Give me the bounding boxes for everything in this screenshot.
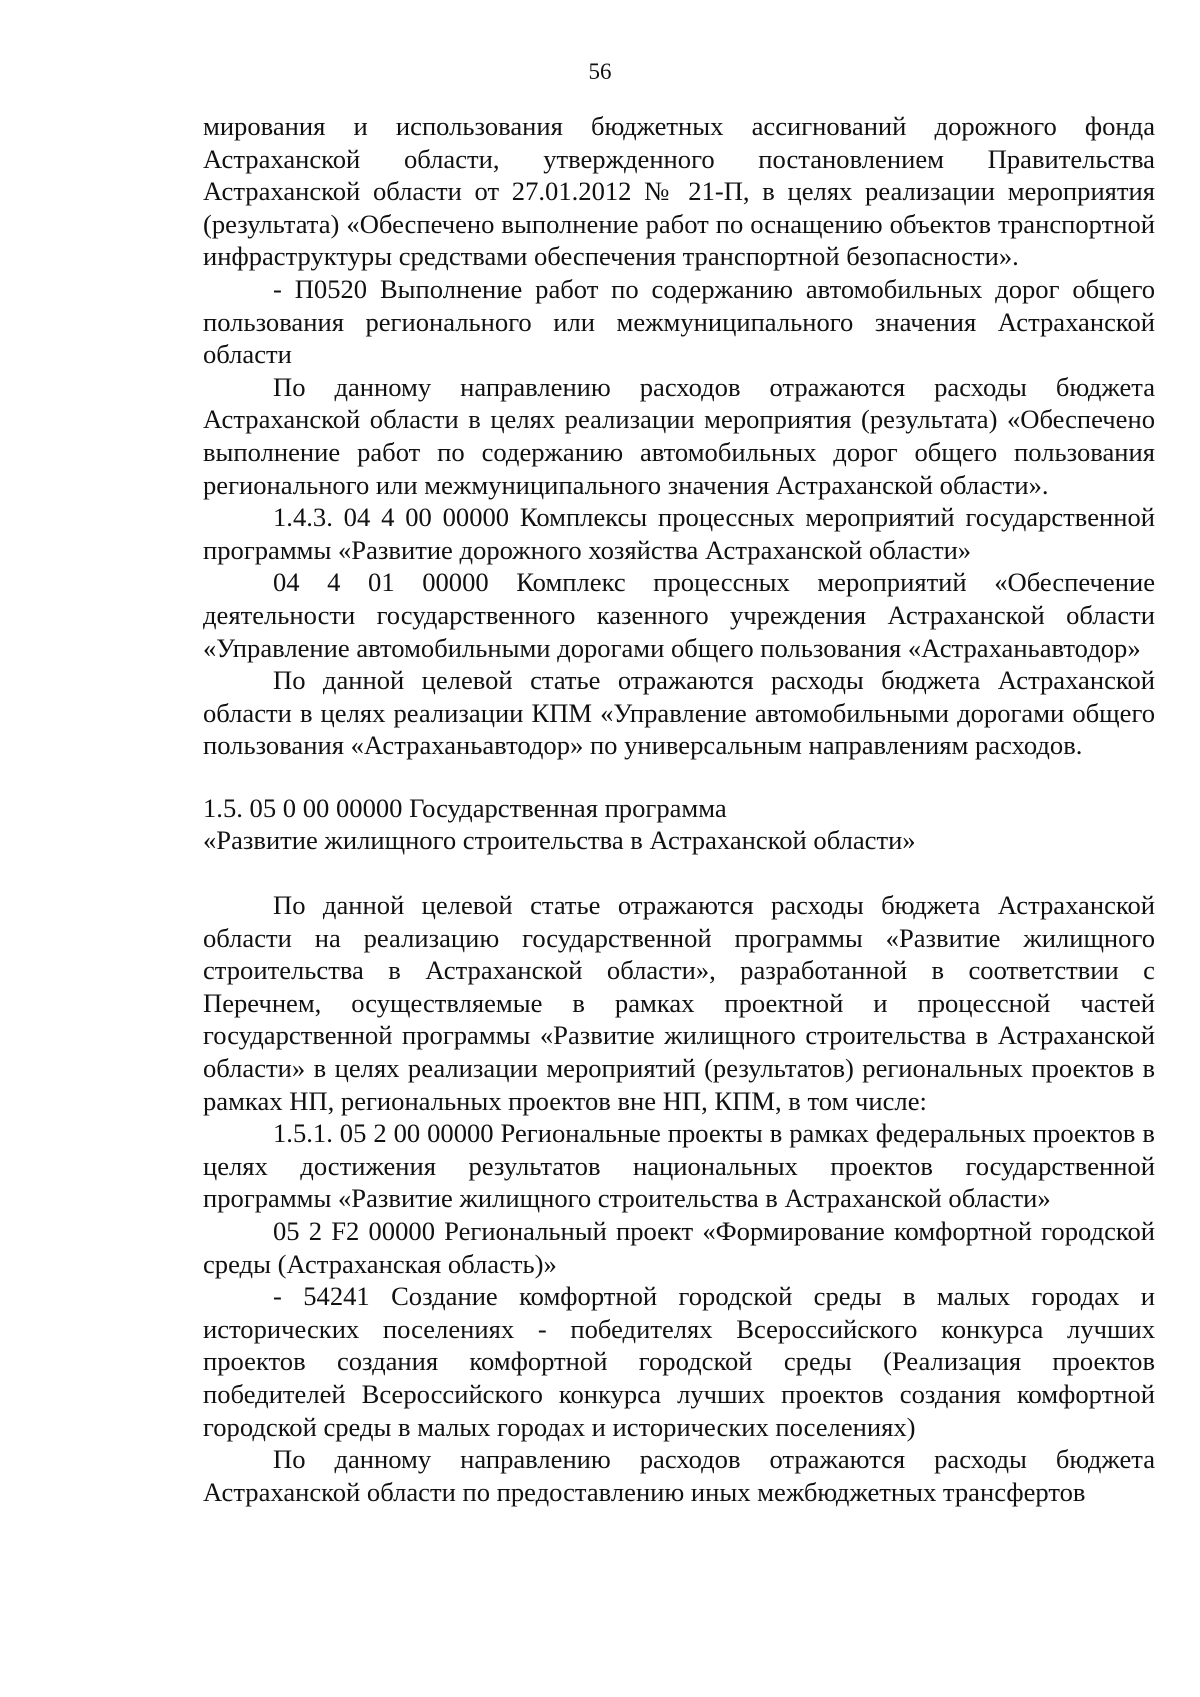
paragraph-direction-p0520: - П0520 Выполнение работ по содержанию автомобильных дорог общего пользования регионального или межмуниципального значения Астраханской области <box>203 273 1155 370</box>
paragraph-direction-54241-description: По данному направлению расходов отражаются расходы бюджета Астраханской области по предоставлению иных межбюджетных трансфертов <box>203 1444 1155 1507</box>
paragraph-continued: мирования и использования бюджетных ассигнований дорожного фонда Астраханской области, утвержденного постановлением Правительства Астраханской области от 27.01.2012 № 21-П, в целях реализации мероприятия (результата) «Обеспечено выполнение работ по оснащению объектов транспортной инфраструктуры средствами обеспечения транспортной безопасности». <box>203 111 1155 272</box>
section-heading-1-5 <box>203 792 1155 857</box>
document-body <box>203 110 1155 1508</box>
paragraph-direction-54241: - 54241 Создание комфортной городской среды в малых городах и исторических поселениях - победителях Всероссийского конкурса лучших проектов создания комфортной городской среды (Реализация проектов победителей Всероссийского конкурса лучших проектов создания комфортной городской среды в малых городах и исторических поселениях) <box>203 1281 1155 1442</box>
paragraph-kpm-04-4-01-description: По данной целевой статье отражаются расходы бюджета Астраханской области в целях реализации КПМ «Управление автомобильными дорогами общего пользования «Астраханьавтодор» по универсальным направлениям расходов. <box>203 665 1155 761</box>
paragraph-direction-p0520-description: По данному направлению расходов отражаются расходы бюджета Астраханской области в целях реализации мероприятия (результата) «Обеспечено выполнение работ по содержанию автомобильных дорог общего пользования регионального или межмуниципального значения Астраханской области». <box>203 371 1155 500</box>
page-number: 56 <box>588 59 612 84</box>
section-heading-line-2: «Развитие жилищного строительства в Астраханской области» <box>203 825 916 856</box>
paragraph-section-1-5-1: 1.5.1. 05 2 00 00000 Региональные проекты в рамках федеральных проектов в целях достижения результатов национальных проектов государственной программы «Развитие жилищного строительства в Астраханской области» <box>203 1118 1155 1214</box>
paragraph-kpm-04-4-01: 04 4 01 00000 Комплекс процессных мероприятий «Обеспечение деятельности государственного казенного учреждения Астраханской области «Управление автомобильными дорогами общего пользования «Астраханьавтодор» <box>203 567 1155 663</box>
section-heading-line-1: 1.5. 05 0 00 00000 Государственная программа <box>203 792 727 823</box>
paragraph-program-05-description: По данной целевой статье отражаются расходы бюджета Астраханской области на реализацию государственной программы «Развитие жилищного строительства в Астраханской области», разработанной в соответствии с Перечнем, осуществляемые в рамках проектной и процессной частей государственной программы «Развитие жилищного строительства в Астраханской области» в целях реализации мероприятий (результатов) региональных проектов в рамках НП, региональных проектов вне НП, КПМ, в том числе: <box>203 890 1155 1116</box>
paragraph-project-05-2-f2: 05 2 F2 00000 Региональный проект «Формирование комфортной городской среды (Астраханская область)» <box>203 1216 1155 1279</box>
paragraph-section-1-4-3: 1.4.3. 04 4 00 00000 Комплексы процессных мероприятий государственной программы «Развитие дорожного хозяйства Астраханской области» <box>203 502 1155 565</box>
